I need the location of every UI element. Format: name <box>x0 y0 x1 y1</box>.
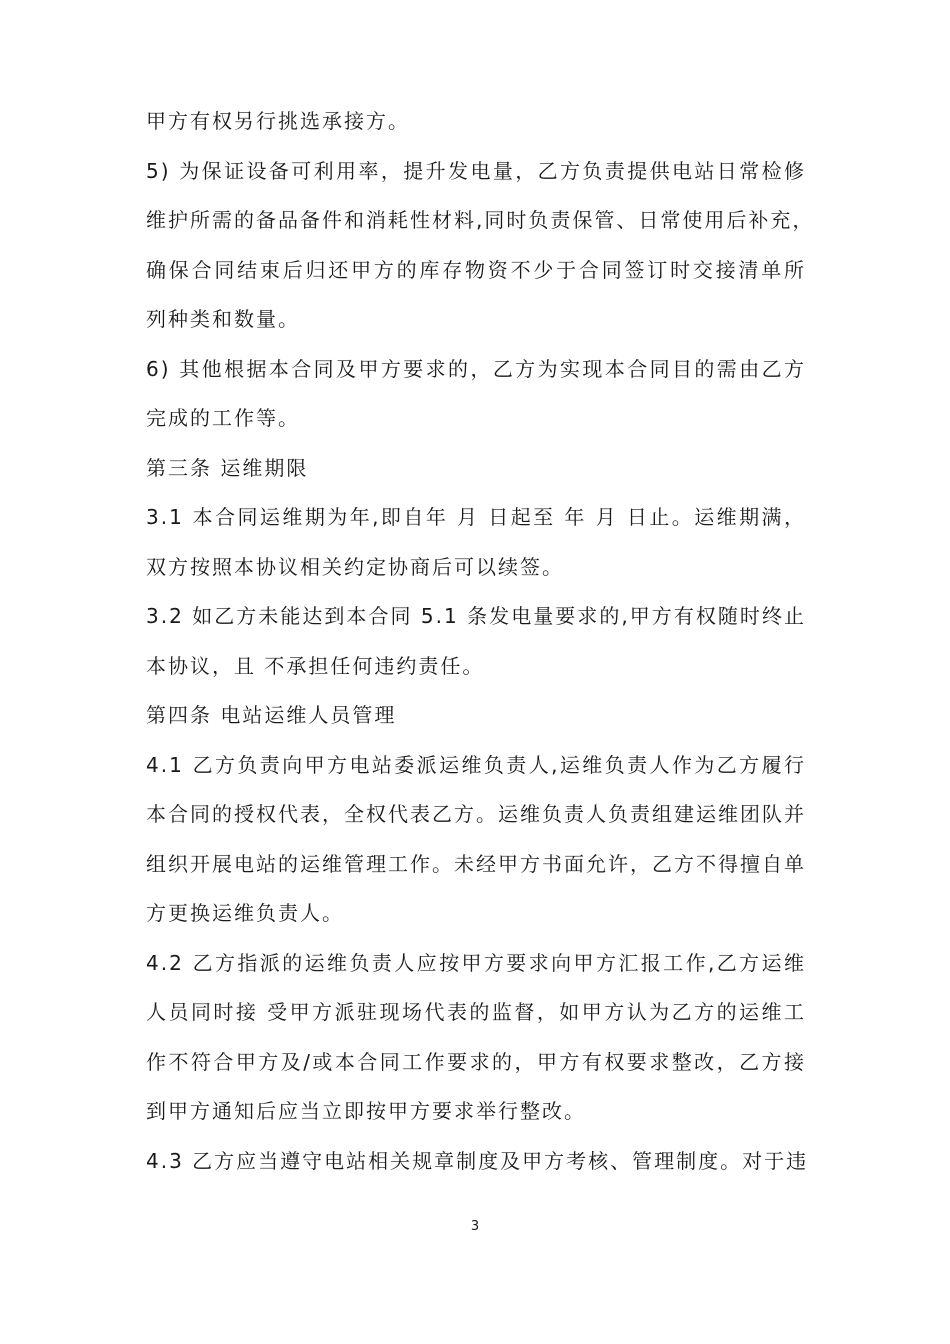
text-line-18: 4.2 乙方指派的运维负责人应按甲方要求向甲方汇报工作,乙方运维 <box>146 950 806 975</box>
text-line-5: 列种类和数量。 <box>146 307 300 331</box>
text-line-2: 5) 为保证设备可利用率，提升发电量，乙方负责提供电站日常检修 <box>146 158 806 183</box>
text-line-19: 人员同时接 受甲方派驻现场代表的监督，如甲方认为乙方的运维工 <box>146 1000 806 1024</box>
text-line-20: 作不符合甲方及/或本合同工作要求的，甲方有权要求整改，乙方接 <box>146 1049 806 1074</box>
text-line-12: 本协议，且 不承担任何违约责任。 <box>146 653 485 678</box>
text-line-14: 4.1 乙方负责向甲方电站委派运维负责人,运维负责人作为乙方履行 <box>146 752 806 777</box>
text-line-11: 3.2 如乙方未能达到本合同 5.1 条发电量要求的,甲方有权随时终止 <box>146 604 806 628</box>
text-line-15: 本合同的授权代表，全权代表乙方。运维负责人负责组建运维团队并 <box>146 802 806 826</box>
text-line-22: 4.3 乙方应当遵守电站相关规章制度及甲方考核、管理制度。对于违 <box>146 1148 809 1173</box>
text-line-7: 完成的工作等。 <box>146 406 300 430</box>
section-heading-article-3: 第三条 运维期限 <box>146 455 309 480</box>
page-number: 3 <box>470 1219 480 1234</box>
text-line-21: 到甲方通知后应当立即按甲方要求举行整改。 <box>146 1099 586 1123</box>
text-line-3: 维护所需的备品备件和消耗性材料,同时负责保管、日常使用后补充， <box>146 208 815 232</box>
text-line-6: 6) 其他根据本合同及甲方要求的，乙方为实现本合同目的需由乙方 <box>146 356 806 381</box>
text-line-9: 3.1 本合同运维期为年,即自年 月 日起至 年 月 日止。运维期满， <box>146 505 806 529</box>
text-line-17: 方更换运维负责人。 <box>146 901 344 925</box>
text-line-4: 确保合同结束后归还甲方的库存物资不少于合同签订时交接清单所 <box>146 257 806 282</box>
text-line-1: 甲方有权另行挑选承接方。 <box>146 109 410 133</box>
text-line-16: 组织开展电站的运维管理工作。未经甲方书面允许，乙方不得擅自单 <box>146 851 806 876</box>
text-line-10: 双方按照本协议相关约定协商后可以续签。 <box>146 554 564 579</box>
section-heading-article-4: 第四条 电站运维人员管理 <box>146 703 397 727</box>
document-body <box>146 104 815 1193</box>
